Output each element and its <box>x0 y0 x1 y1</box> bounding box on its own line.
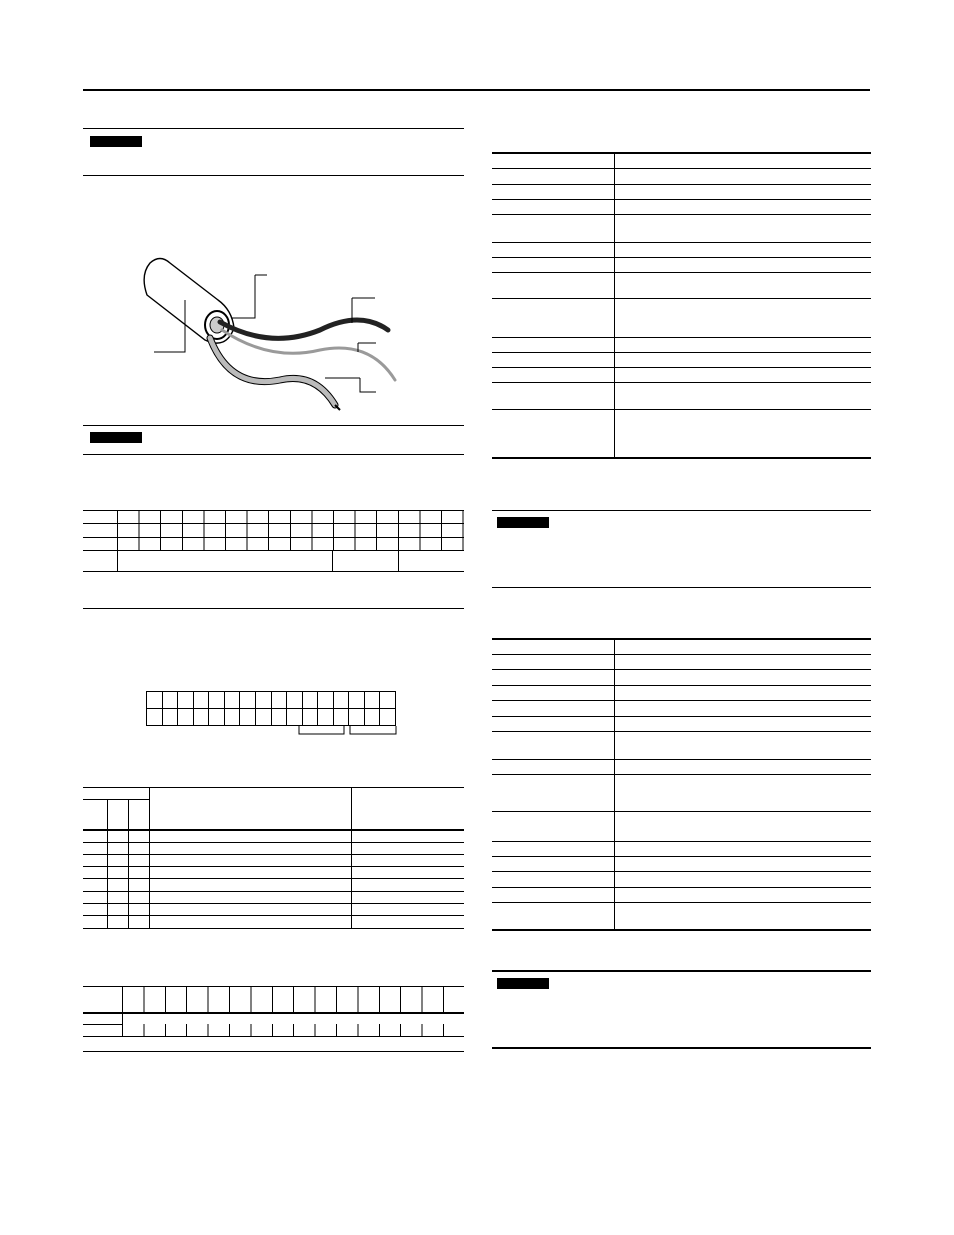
note-2-top-rule <box>83 425 464 426</box>
note-2-bottom-rule <box>83 454 464 455</box>
header-rule <box>83 89 870 91</box>
callout-line-drain <box>325 378 376 392</box>
note-2-badge <box>90 432 142 443</box>
grey-wire <box>222 330 395 380</box>
bit-group-brackets <box>296 724 398 738</box>
section-rule-1 <box>83 608 464 609</box>
note-4-badge <box>497 978 549 989</box>
drain-wire <box>210 338 335 405</box>
note-1-top-rule <box>83 128 464 129</box>
bit-diagram <box>146 691 396 726</box>
note-1-badge <box>90 136 142 147</box>
note-4-bottom-rule <box>492 1047 871 1049</box>
note-4-top-rule <box>492 970 871 972</box>
dark-wire <box>220 320 388 338</box>
note-3-top-rule <box>492 510 871 511</box>
shielded-cable-illustration-icon <box>130 250 410 425</box>
bit-table-1-cols <box>117 510 464 550</box>
note-3-bottom-rule <box>492 587 871 588</box>
note-1-bottom-rule <box>83 175 464 176</box>
note-3-badge <box>497 517 549 528</box>
callout-line-shield <box>232 275 267 318</box>
